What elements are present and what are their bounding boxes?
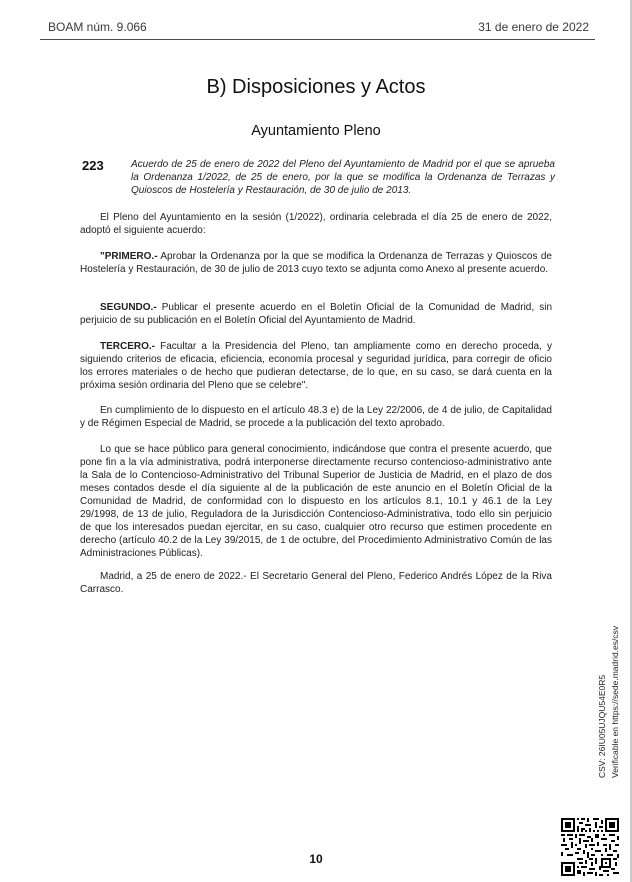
primero-paragraph xyxy=(80,250,552,276)
tercero-label: TERCERO.- xyxy=(100,341,155,352)
primero-text: Aprobar la Ordenanza por la que se modifica la Ordenanza de Terrazas y Quioscos de Hostelería y Restauración, de 30 de julio de 2013 cuyo texto se adjunta como Anexo al presente acuerdo. xyxy=(80,251,552,275)
page-header xyxy=(48,20,589,36)
segundo-paragraph xyxy=(80,301,552,327)
bulletin-date: 31 de enero de 2022 xyxy=(478,20,589,34)
header-divider xyxy=(40,39,595,40)
firma-paragraph: Madrid, a 25 de enero de 2022.- El Secretario General del Pleno, Federico Andrés López de la Riva Carrasco. xyxy=(80,571,552,595)
segundo-text: Publicar el presente acuerdo en el Boletín Oficial de la Comunidad de Madrid, sin perjuicio de su publicación en el Boletín Oficial del Ayuntamiento de Madrid. xyxy=(80,302,552,326)
announcement-number: 223 xyxy=(82,158,104,173)
announcement-summary: Acuerdo de 25 de enero de 2022 del Pleno del Ayuntamiento de Madrid por el que se aprueba la Ordenanza 1/2022, de 25 de enero, por la que se modifica la Ordenanza de Terrazas y Quioscos de Hostelería y Restauración, de 30 de julio de 2013. xyxy=(131,159,555,196)
verification-url: Verificable en https://sede.madrid.es/csv xyxy=(610,625,620,778)
tercero-text: Facultar a la Presidencia del Pleno, tan ampliamente como en derecho proceda, y siguiendo criterios de eficacia, eficiencia, economía procesal y seguridad jurídica, para corregir de oficio los errores materiales o de hecho que pudieran detectarse, de lo que, en su caso, se dará cuenta en la próxima sesión ordinaria del Pleno que se celebre". xyxy=(80,341,552,391)
page-number: 10 xyxy=(309,852,323,866)
verification-block xyxy=(596,626,622,778)
qr-code-icon xyxy=(561,818,619,876)
segundo-label: SEGUNDO.- xyxy=(100,302,157,313)
cumplimiento-paragraph: En cumplimiento de lo dispuesto en el artículo 48.3 e) de la Ley 22/2006, de 4 de julio, de Capitalidad y de Régimen Especial de Madrid, se procede a la publicación del texto aprobado. xyxy=(80,405,552,429)
section-title: B) Disposiciones y Actos xyxy=(206,76,426,98)
subsection-title: Ayuntamiento Pleno xyxy=(251,123,381,139)
tercero-paragraph xyxy=(80,340,552,392)
csv-code: CSV: 26IU05UJQU54E0R5 xyxy=(597,674,607,778)
intro-paragraph: El Pleno del Ayuntamiento en la sesión (1/2022), ordinaria celebrada el día 25 de enero de 2022, adoptó el siguiente acuerdo: xyxy=(80,212,552,236)
bulletin-number: BOAM núm. 9.066 xyxy=(48,20,147,34)
recursos-paragraph: Lo que se hace público para general conocimiento, indicándose que contra el presente acuerdo, que pone fin a la vía administrativa, podrá interponerse directamente recurso contencioso-administrativo ante la Sala de lo Contencioso-Administrativo del Tribunal Superior de Justicia de Madrid, en el plazo de dos meses contados desde el día siguiente al de la publicación de este anuncio en el Boletín Oficial de la Comunidad de Madrid, de conformidad con lo dispuesto en los artículos 8.1, 10.1 y 46.1 de la Ley 29/1998, de 13 de julio, Reguladora de la Jurisdicción Contencioso-Administrativa, todo ello sin perjuicio de que los interesados puedan ejercitar, en su caso, cualquier otro recurso que estimen procedente en derecho (artículo 40.2 de la Ley 39/2015, de 1 de octubre, del Procedimiento Administrativo Común de las Administraciones Públicas). xyxy=(80,444,552,559)
primero-label: "PRIMERO.- xyxy=(100,251,158,262)
